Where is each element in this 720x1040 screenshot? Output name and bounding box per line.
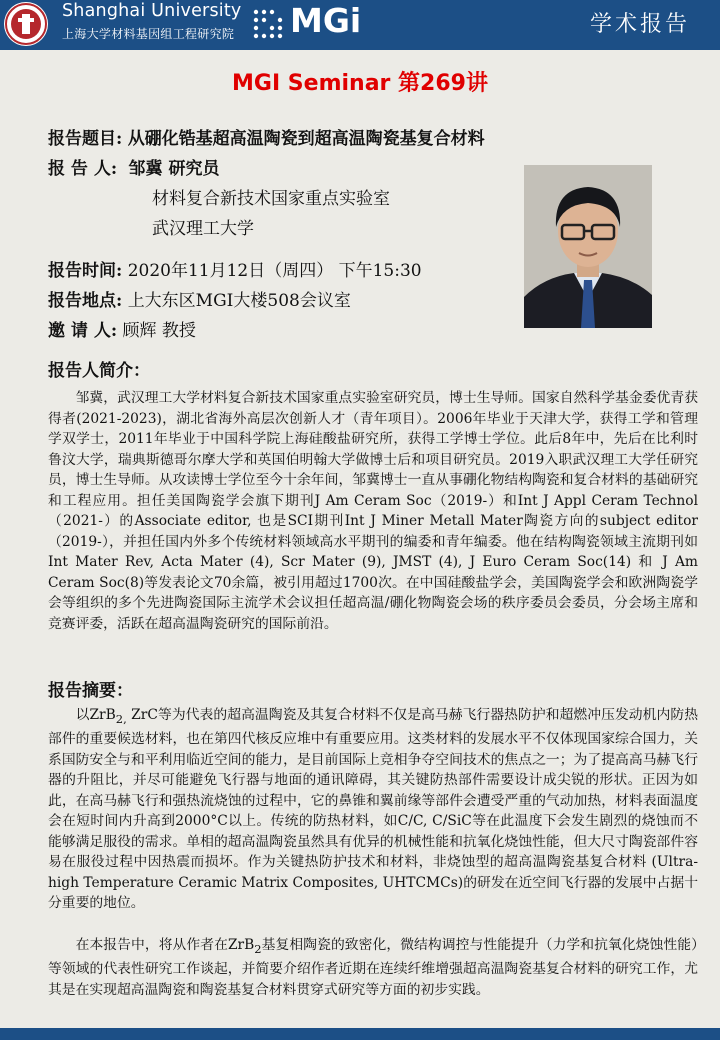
topic-row [48,124,485,149]
speaker-value: 邹冀 研究员 [128,159,220,179]
topic-value: 从硼化锆基超高温陶瓷到超高温陶瓷基复合材料 [127,129,485,149]
speaker-row [48,154,219,179]
abstract-p2-text-a: 在本报告中，将从作者在ZrB [75,937,255,953]
abstract-p2-text-b: 基复相陶瓷的致密化，微结构调控与性能提升（力学和抗氧化烧蚀性能）等领域的代表性研究工作谈起，并简要介绍作者近期在连续纤维增强超高温陶瓷基复合材料的研究工作，尤其是在实现超高温陶瓷和陶瓷基复合材料贯穿式研究等方面的初步实践。 [48,937,698,998]
abstract-p1-subscript: 2, [115,711,127,726]
time-value: 2020年11月12日（周四） 下午15:30 [127,261,422,281]
university-seal-icon [4,2,48,46]
mgi-dots-icon [252,6,290,44]
abstract-paragraph-2 [48,935,698,1000]
host-label: 邀 请 人: [48,321,118,341]
abstract-p1-text-a: 以ZrB [75,707,116,723]
host-row [48,316,196,341]
seminar-title: MGI Seminar 第269讲 [232,71,488,96]
bio-heading: 报告人简介： [48,361,150,381]
bio-paragraph: 邹冀，武汉理工大学材料复合新技术国家重点实验室研究员，博士生导师。国家自然科学基金委优青获得者(2021-2023)，湖北省海外高层次创新人才（青年项目）。2006年毕业于天津大学，获得工学和管理学双学士，2011年毕业于中国科学院上海硅酸盐研究所，获得工学博士学位。此后8年中，先后在比利时鲁汶大学，瑞典斯德哥尔摩大学和英国伯明翰大学做博士后和项目研究员。2019入职武汉理工大学任研究员，博士生导师。从攻读博士学位至今十余年间，邹冀博士一直从事硼化物结构陶瓷和复合材料的基础研究和工程应用。担任美国陶瓷学会旗下期刊J Am Ceram Soc（2019-）和Int J Appl Ceram Technol（2021-）的Associate editor, 也是SCI期刊Int J Miner Metall Mater陶瓷方向的subject editor（2019-），并担任国内外多个传统材料领域高水平期刊的编委和青年编委。他在结构陶瓷领域主流期刊如Int Mater Rev, Acta Mater (4), Scr Mater (9), JMST (4), J Euro Ceram Soc(14) 和 J Am Ceram Soc(8)等发表论文70余篇，被引用超过1700次。在中国硅酸盐学会，美国陶瓷学会和欧洲陶瓷学会等组织的多个先进陶瓷国际主流学术会议担任超高温/硼化物陶瓷会场的秩序委员会委员，分会场主席和竞赛评委，活跃在超高温陶瓷研究的国际前沿。 [48,390,698,632]
affiliation-line-2: 武汉理工大学 [152,219,254,239]
university-name-en: Shanghai University [62,1,242,21]
footer-bar [0,1028,720,1040]
time-row [48,256,422,281]
abstract-p1-text-b: ZrC等为代表的超高温陶瓷及其复合材料不仅是高马赫飞行器热防护和超燃冲压发动机内防热部件的重要候选材料，也在第四代核反应堆中有重要应用。这类材料的发展水平不仅体现国家综合国力，关系国防安全与和平利用临近空间的能力，是目前国际上竞相争夺空间技术的焦点之一；为了提高高马赫飞行器的升阻比，并尽可能避免飞行器与地面的通讯障碍，其关键防热部件需要设计成尖锐的形状。正因为如此，在高马赫飞行和强热流烧蚀的过程中，它的鼻锥和翼前缘等部件会遭受严重的气动加热，材料表面温度会在短时间内升高到2000°C以上。传统的防热材料，如C/C, C/SiC等在此温度下会发生剧烈的烧蚀而不能够满足服役的需求。单相的超高温陶瓷虽然具有优异的机械性能和抗氧化烧蚀性能，但大尺寸陶瓷部件容易在服役过程中因热震而损坏。作为关键热防护技术和材料，非烧蚀型的超高温陶瓷基复合材料 (Ultra-high Temperature Ceramic Matrix Composites, UHTCMCs)的研发在近空间飞行器的发展中占据十分重要的地位。 [48,707,698,912]
header-bar [0,0,720,50]
speaker-label: 报 告 人: [48,159,118,179]
place-value: 上大东区MGI大楼508会议室 [127,291,351,311]
affiliation-line-1: 材料复合新技术国家重点实验室 [152,189,390,209]
abstract-heading: 报告摘要： [48,681,133,701]
topic-label: 报告题目: [48,129,123,149]
speaker-photo [524,165,652,328]
place-label: 报告地点: [48,291,123,311]
section-title: 学术报告 [589,12,690,37]
university-name-cn: 上海大学材料基因组工程研究院 [62,27,235,41]
abstract-paragraph-1 [48,705,698,914]
place-row [48,286,351,311]
abstract-p2-subscript: 2 [254,941,262,956]
time-label: 报告时间: [48,261,123,281]
host-value: 顾辉 教授 [122,321,196,341]
mgi-logo-text: MGi [290,1,362,40]
